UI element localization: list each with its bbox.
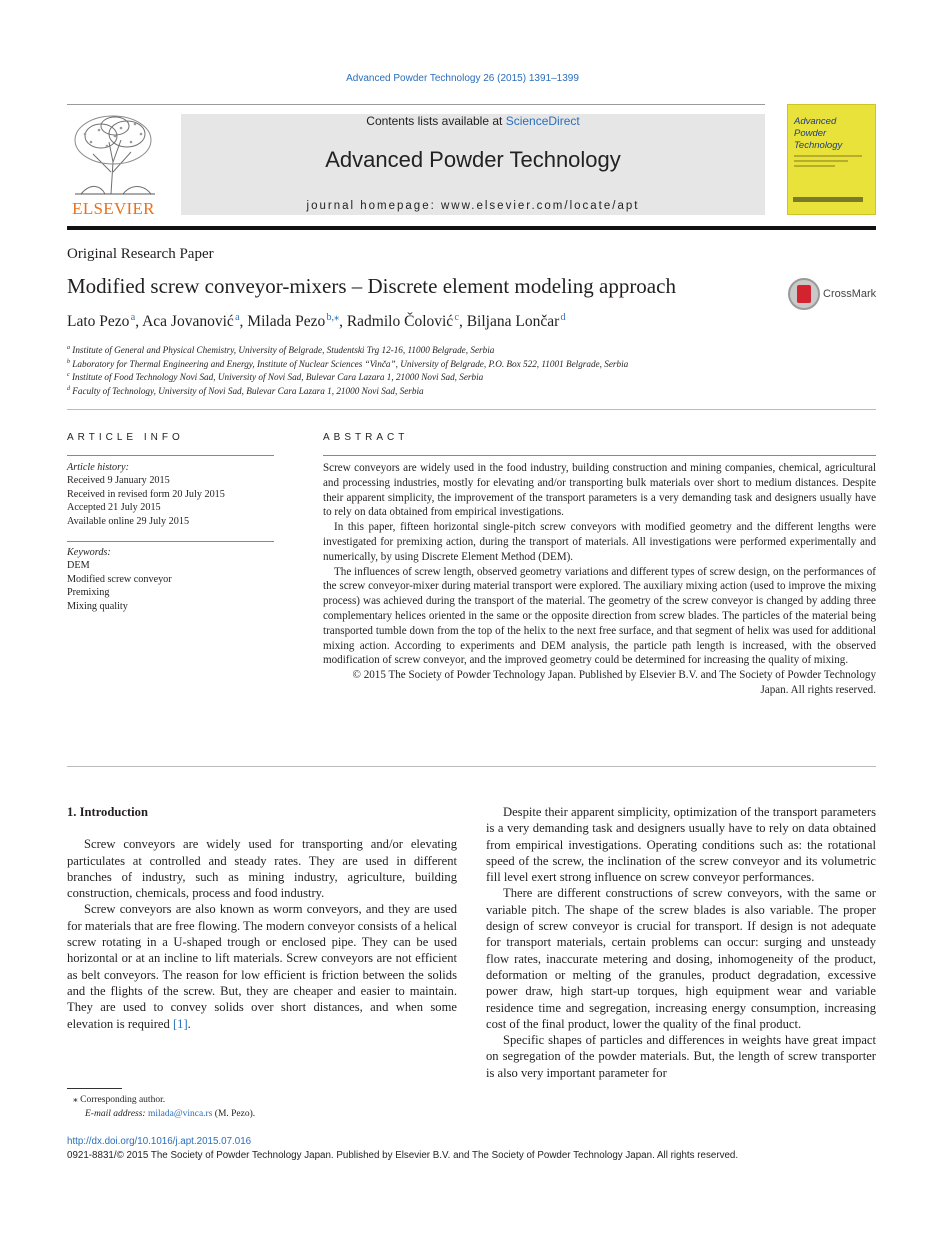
author-affil-link[interactable]: c [454, 311, 459, 323]
abstract-body [323, 461, 876, 698]
body-paragraph: Despite their apparent simplicity, optimization of the transport parameters is a very demanding task and designers usually have to rely on data obtained from empirical investigations. Operating conditions such as: the rotational speed of the screw, the inclination of the screw conveyor and its volumetric fill level exert strong influence on screw conveyor performances. [486, 805, 876, 885]
email-link[interactable]: milada@vinca.rs [147, 1108, 213, 1119]
sciencedirect-link[interactable]: ScienceDirect [505, 114, 580, 128]
journal-homepage [181, 200, 765, 212]
affiliation: $^d$ Faculty of Technology, University of Novi Sad, Bulevar Cara Lazara 1, 21000 Novi Sad, Serbia [67, 385, 424, 396]
author-name: Biljana Lončar [466, 313, 560, 330]
journal-title: Advanced Powder Technology [325, 147, 621, 172]
keywords [67, 546, 274, 613]
footnote [67, 1094, 255, 1121]
affiliations [67, 344, 628, 398]
keyword: Premixing [67, 587, 110, 599]
author-name: Aca Jovanović [142, 313, 234, 330]
elsevier-tree-icon [71, 112, 157, 196]
keyword: DEM [67, 560, 90, 572]
author-affil-link[interactable]: b,⁎ [326, 311, 340, 323]
journal-reference[interactable]: Advanced Powder Technology 26 (2015) 1391–1399 [346, 73, 579, 84]
homepage-link[interactable]: www.elsevier.com/locate/apt [441, 200, 640, 212]
cover-decoration [794, 155, 862, 170]
keywords-rule [67, 541, 274, 542]
article-history [67, 461, 274, 528]
homepage-prefix: journal homepage: [306, 200, 441, 212]
crossmark-icon [788, 278, 820, 310]
section-heading: 1. Introduction [67, 805, 148, 819]
abstract-heading: ABSTRACT [323, 432, 409, 443]
cover-title: Advanced Powder Technology [794, 116, 843, 151]
keyword: Mixing quality [67, 600, 128, 612]
body-right-column [486, 804, 876, 1081]
citation-link[interactable]: [1] [172, 1016, 188, 1031]
history-item: Available online 29 July 2015 [67, 515, 190, 527]
history-item: Accepted 21 July 2015 [67, 502, 161, 514]
journal-cover[interactable] [787, 104, 876, 215]
body-paragraph: Screw conveyors are widely used for transporting and/or elevating particulates at controlled and steady rates. They are used in different branches of industry, such as mining industry, agriculture, building construction, chemicals, process and food industry. [67, 837, 457, 901]
article-title: Modified screw conveyor-mixers – Discrete element modeling approach [67, 274, 676, 298]
journal-header-box [181, 114, 765, 215]
abstract-paragraph: Screw conveyors are widely used in the food industry, building construction and mining companies, chemical, agricultural and processing industries, mostly for elevating and/or transporting bulk materials over short to medium distances. Despite their apparent simplicity, the improvement of the transport parameters is a very demanding task and designers usually have to rely on data obtained from empirical investigations. [323, 462, 876, 519]
corresponding-author-note: ⁎ Corresponding author. [73, 1095, 166, 1105]
abstract-paragraph: The influences of screw length, observed geometry variations and different types of screw design, on the performances of the screw conveyor-mixer during material transport were explored. The auxiliary mixing action (used to improve the mixing process) was achieved during the transport of the material. The geometry of the screw conveyor is changed by adding three complementary helices oriented in the same or the opposite direction from screw blades. The particles of the material being transported tumble down from the top of the helix to the next free surface, and that segment of helix was used for additional mixing action. According to experiments and DEM analysis, the particle path length is increased, with the observed modification of screw conveyor, and the improved geometry could be determined for increasing the quality of mixing. [323, 565, 876, 667]
body-left-column [67, 804, 457, 1032]
body-paragraph: Screw conveyors are also known as worm conveyors, and they are used for materials that are free flowing. The modern conveyor consists of a helical screw rotating in a U-shaped trough or enclosed pipe. They can be used horizontal or at an incline to lift materials. Screw conveyors are not efficient as belt conveyors. The reason for low efficient is friction between the solids and the flights of the screw. But, they are cheaper and easier to maintain. They are used to convey solids over short distances, and when some elevation is required [1]. [67, 902, 457, 1031]
keywords-label: Keywords: [67, 547, 111, 558]
crossmark-badge[interactable] [788, 278, 878, 312]
affiliation: $^c$ Institute of Food Technology Novi Sad, University of Novi Sad, Bulevar Cara Lazara 1, 21000 Novi Sad, Serbia [67, 371, 484, 382]
doi-link[interactable]: http://dx.doi.org/10.1016/j.apt.2015.07.016 [67, 1136, 252, 1147]
body-paragraph: Specific shapes of particles and differences in weights have great impact on segregation of the powder materials. But, the length of screw transporter is also very important parameter for [486, 1033, 876, 1080]
elsevier-logo [67, 112, 160, 216]
abstract-copyright: © 2015 The Society of Powder Technology Japan. Published by Elsevier B.V. and The Society of Powder Technology Japan. All rights reserved. [352, 669, 876, 696]
contents-line [181, 114, 765, 128]
crossmark-label: CrossMark [823, 288, 877, 300]
abstract-rule [323, 455, 876, 456]
article-info-heading: ARTICLE INFO [67, 432, 184, 443]
author-affil-link[interactable]: d [560, 311, 566, 323]
author-list: Lato Pezo $^a$, Aca Jovanović $^a$, Milada Pezo $^{b,⁎}$, Radmilo Čolović $^c$, Biljana Lončar $^d$ [67, 311, 566, 330]
email-suffix: (M. Pezo). [212, 1108, 256, 1119]
author-name: Radmilo Čolović [346, 313, 454, 330]
keyword: Modified screw conveyor [67, 573, 172, 585]
article-info-rule [67, 455, 274, 456]
issn-copyright: 0921-8831/© 2015 The Society of Powder Technology Japan. Published by Elsevier B.V. and The Society of Powder Technology Japan. All rights reserved. [67, 1150, 739, 1161]
email-label: E-mail address: [85, 1108, 146, 1119]
history-label: Article history: [67, 462, 129, 473]
header-thick-rule [67, 226, 876, 230]
divider-rule [67, 766, 876, 767]
email-line [67, 1108, 255, 1122]
body-paragraph: There are different constructions of screw conveyors, with the same or variable pitch. The shape of the screw blades is also variable. The proper design of screw conveyor is crucial for transport. If design is not adequate for transport materials, certain problems can occur: surging and unsteady flow rates, inaccurate metering and dosing, inhomogeneity of the product, deformation or melting of the granules, product degradation, excessive power draw, high start-up torques, high equipment wear and variable residence time and segregation, increasing energy consumption, increasing cost of the final product, lower the quality of the final product. [486, 886, 876, 1031]
header-rule [67, 104, 765, 105]
affiliation: $^a$ Institute of General and Physical Chemistry, University of Belgrade, Studentski Trg 12-16, 11000 Belgrade, Serbia [67, 344, 495, 355]
affiliation: $^b$ Laboratory for Thermal Engineering and Energy, Institute of Nuclear Sciences “Vinča”, University of Belgrade, P.O. Box 522, 11001 Belgrade, Serbia [67, 358, 629, 369]
author-affil-link[interactable]: a [235, 311, 240, 323]
author-affil-link[interactable]: a [130, 311, 136, 323]
cover-bar [793, 197, 863, 202]
contents-prefix: Contents lists available at [366, 114, 506, 128]
author-name: Lato Pezo [67, 313, 130, 330]
author-name: Milada Pezo [247, 313, 326, 330]
divider-rule [67, 409, 876, 410]
elsevier-wordmark: ELSEVIER [72, 199, 155, 218]
history-item: Received in revised form 20 July 2015 [67, 488, 225, 500]
history-item: Received 9 January 2015 [67, 475, 170, 487]
article-type: Original Research Paper [67, 246, 214, 262]
abstract-paragraph: In this paper, fifteen horizontal single-pitch screw conveyors with modified geometry and the different lengths were investigated for premixing action, during the transport of materials. All investigations were performed experimentally and numerically, by using Discrete Element Method (DEM). [323, 521, 876, 563]
footnote-rule [67, 1088, 122, 1089]
